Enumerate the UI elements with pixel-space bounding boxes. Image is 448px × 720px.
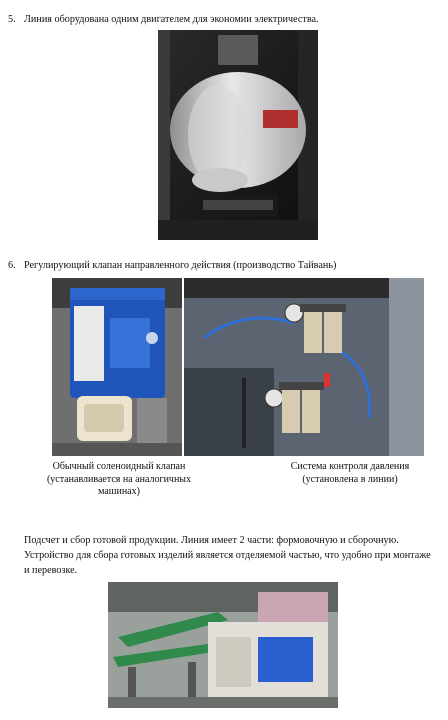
- item-7-body: Подсчет и сбор готовой продукции. Линия имеет 2 части: формовочную и сборочную. Устройство для сбора готовых изделий является отделяемой частью, что удобно при монтаже и перевозке.: [24, 535, 431, 576]
- solenoid-caption: Обычный соленоидный клапан (устанавливается на аналогичных машинах): [46, 461, 192, 497]
- electric-motor-photo: [158, 30, 318, 240]
- item-5-number: 5.: [8, 14, 16, 25]
- item-6-text: [8, 258, 438, 273]
- item-7-number: [8, 533, 24, 548]
- item-6-body: Регулирующий клапан направленного действия (производство Тайвань): [24, 260, 337, 271]
- item-5-body: Линия оборудована одним двигателем для экономии электричества.: [24, 14, 319, 25]
- pressure-control-photo: [184, 278, 424, 456]
- product-collector-photo: [108, 582, 338, 708]
- item-6-number: 6.: [8, 260, 16, 271]
- pressure-caption: Система контроля давления (установлена в линии): [290, 461, 410, 485]
- item-7-text: [8, 533, 438, 578]
- item-5-text: [8, 12, 438, 27]
- solenoid-valve-photo: [52, 278, 182, 456]
